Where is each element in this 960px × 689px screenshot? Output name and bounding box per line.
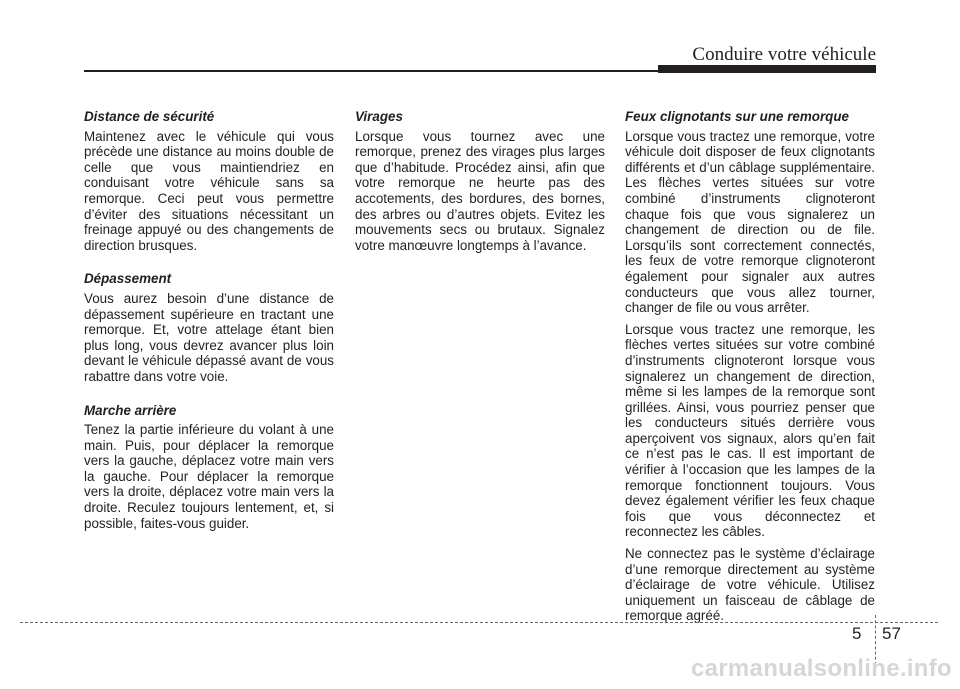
- text-column-2: [355, 109, 605, 253]
- paragraph: Tenez la partie inférieure du volant à une main. Puis, pour déplacer la remorque vers la gauche, déplacez votre main vers la gauche. Pour déplacer la remorque vers la droite, déplacez votre main vers la droite. Reculez toujours lentement, et, si possible, faites-vous guider.: [84, 422, 334, 531]
- paragraph: Maintenez avec le véhicule qui vous précède une distance au moins double de celle que vous maintiendriez en conduisant votre véhicule sans sa remorque. Ceci peut vous permettre d’éviter des situations nécessitant un freinage appuyé ou des changements de direction brusques.: [84, 128, 334, 253]
- page-header-title: Conduire votre véhicule: [692, 44, 876, 65]
- watermark: carmanualsonline.info: [690, 655, 952, 682]
- section-feux-clignotants: [625, 109, 875, 624]
- chapter-number: 5: [852, 624, 862, 643]
- paragraph: Lorsque vous tournez avec une remorque, prenez des virages plus larges que d’habitude. Procédez ainsi, afin que votre remorque ne heurte pas des accotements, des bordures, des bornes, des arbres ou d’autres objets. Evitez les mouvements secs ou brutaux. Signalez votre manœuvre longtemps à l’avance.: [355, 128, 605, 253]
- footer-divider: [20, 622, 938, 623]
- text-column-3: [625, 109, 875, 624]
- header-rule-accent: [658, 65, 876, 73]
- section-heading: Dépassement: [84, 271, 172, 287]
- section-heading: Marche arrière: [84, 402, 177, 418]
- paragraph: Lorsque vous tractez une remorque, les flèches vertes situées sur votre combiné d’instruments clignoteront lorsque vous signalerez un changement de direction, même si les lampes de la remorque sont grillées. Ainsi, vous pourriez penser que les conducteurs situés derrière vous aperçoivent vos signaux, alors qu’en fait ce n’est pas le cas. Il est important de vérifier à l’occasion que les lampes de la remorque fonctionnent toujours. Vous devez également vérifier les feux chaque fois que vous déconnectez et reconnectez les câbles.: [625, 321, 875, 540]
- section-virages: [355, 109, 605, 253]
- header-rule: [84, 70, 664, 72]
- section-heading: Distance de sécurité: [84, 109, 215, 124]
- section-heading: Virages: [355, 109, 403, 124]
- text-column-1: [84, 109, 334, 531]
- paragraph: Ne connectez pas le système d’éclairage d’une remorque directement au système d’éclairage de votre véhicule. Utilisez uniquement un faisceau de câblage de remorque agréé.: [625, 546, 875, 624]
- paragraph: Lorsque vous tractez une remorque, votre véhicule doit disposer de feux clignotants différents et d’un câblage supplémentaire. Les flèches vertes situées sur votre combiné d’instruments clignoteront chaque fois que vous signalerez un changement de direction ou de file. Lorsqu’ils sont correctement connectés, les feux de votre remorque clignoteront également pour signaler aux autres conducteurs que vous allez tourner, changer de file ou vous arrêter.: [625, 128, 875, 316]
- section-heading: Feux clignotants sur une remorque: [625, 109, 849, 124]
- section-depassement: [84, 271, 334, 384]
- paragraph: Vous aurez besoin d’une distance de dépassement supérieure en tractant une remorque. Et, votre attelage étant bien plus long, vous devrez avancer plus loin devant le véhicule dépassé avant de vous rabattre dans votre voie.: [84, 290, 334, 384]
- page-number: 57: [882, 624, 901, 643]
- section-distance-securite: [84, 109, 334, 253]
- section-marche-arriere: [84, 403, 334, 532]
